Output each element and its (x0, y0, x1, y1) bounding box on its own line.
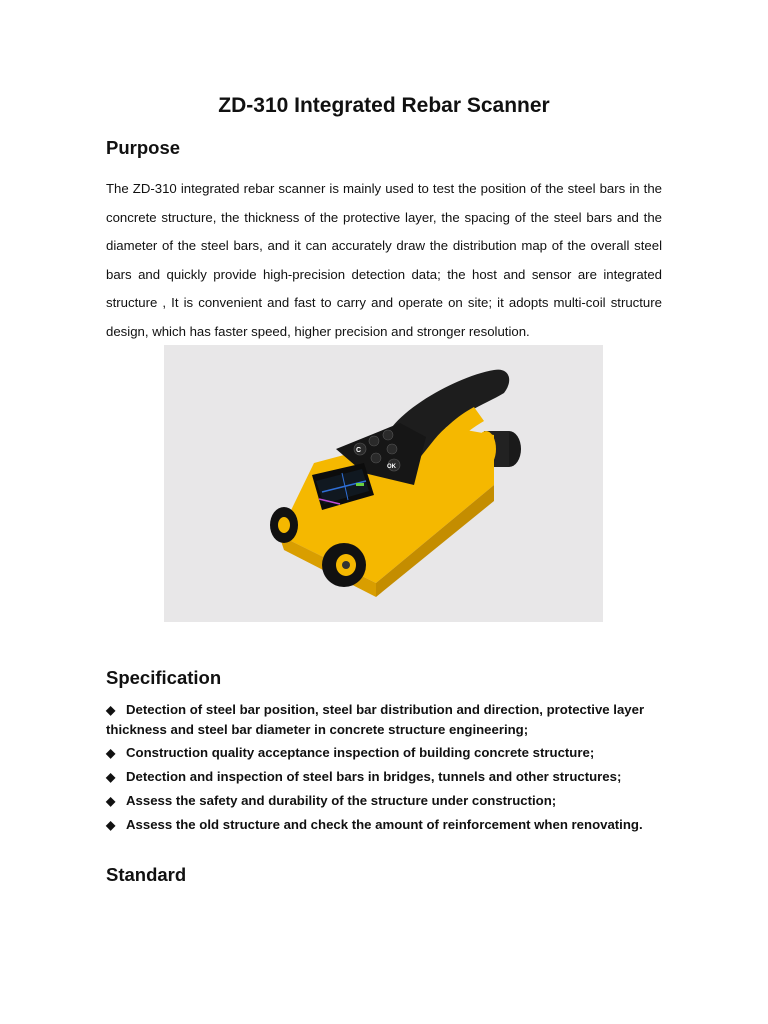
spec-item-text: Detection and inspection of steel bars in bridges, tunnels and other structures; (126, 769, 622, 784)
rebar-scanner-photo-icon (164, 345, 603, 622)
purpose-paragraph: The ZD-310 integrated rebar scanner is mainly used to test the position of the steel bars in the concrete structure, the thickness of the protective layer, the spacing of the steel bars and the diameter of the steel bars, and it can accurately draw the distribution map of the overall steel bars and quickly provide high-precision detection data; the host and sensor are integrated structure , It is convenient and fast to carry and operate on site; it adopts multi-coil structure design, which has faster speed, higher precision and stronger resolution. (106, 181, 662, 339)
bullet-icon: ◆ (106, 746, 116, 760)
specification-list (106, 700, 666, 839)
list-item (106, 700, 666, 739)
bullet-icon: ◆ (106, 818, 116, 832)
list-item (106, 815, 666, 835)
spec-item-text: Construction quality acceptance inspection of building concrete structure; (126, 745, 595, 760)
bullet-icon: ◆ (106, 703, 116, 717)
bullet-icon: ◆ (106, 794, 116, 808)
list-item (106, 743, 666, 763)
product-image (164, 345, 603, 622)
document-title: ZD-310 Integrated Rebar Scanner (218, 94, 550, 117)
list-item (106, 767, 666, 787)
list-item (106, 791, 666, 811)
spec-item-text: Detection of steel bar position, steel bar distribution and direction, protective layer thickness and steel bar diameter in concrete structure engineering; (106, 702, 645, 737)
standard-heading: Standard (106, 864, 187, 885)
bullet-icon: ◆ (106, 770, 116, 784)
spec-item-text: Assess the old structure and check the amount of reinforcement when renovating. (126, 817, 643, 832)
spec-item-text: Assess the safety and durability of the structure under construction; (126, 793, 557, 808)
ok-button-label: OK (387, 464, 396, 470)
purpose-heading: Purpose (106, 137, 181, 158)
c-button-label: C (356, 447, 362, 454)
specification-heading: Specification (106, 667, 222, 688)
